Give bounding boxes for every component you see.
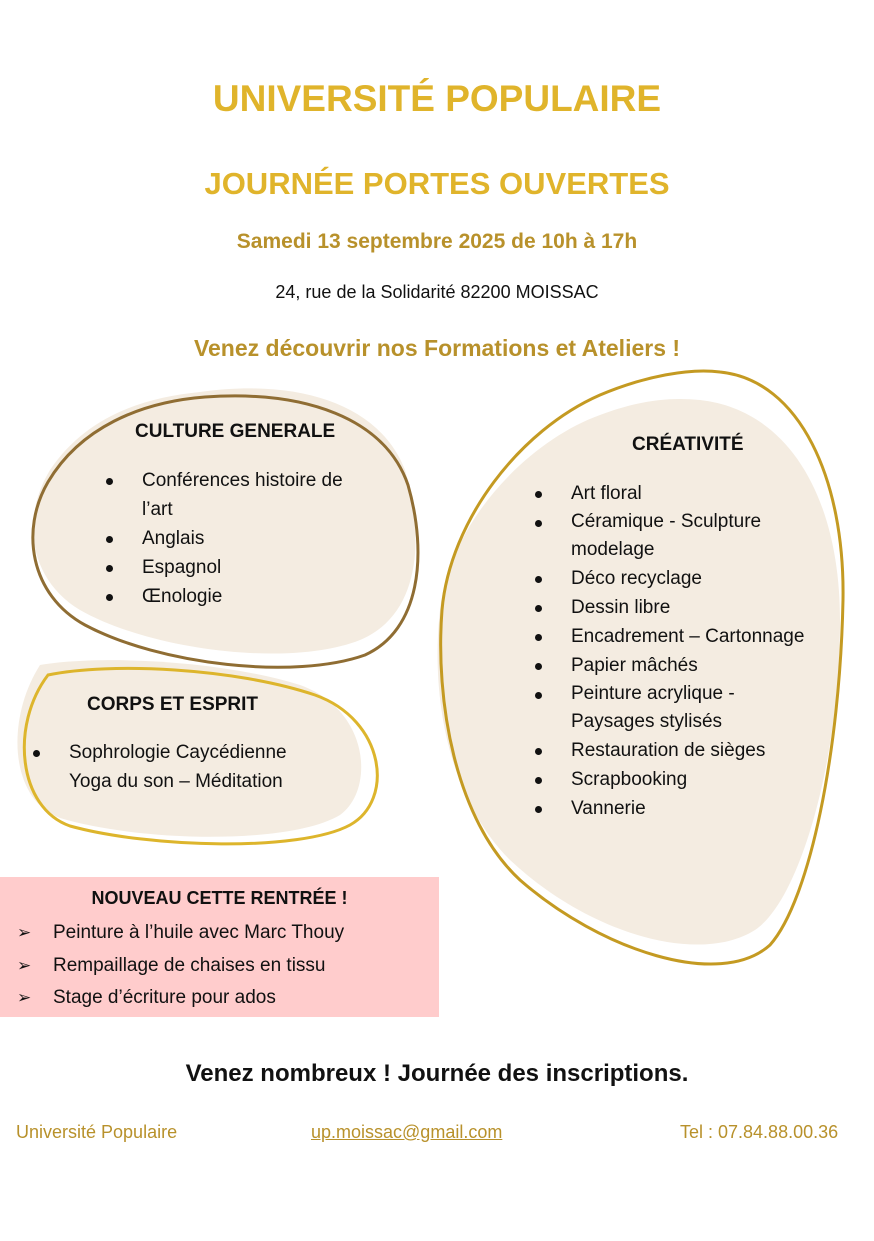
list-item: Peinture acrylique - Paysages stylisés bbox=[535, 680, 835, 736]
bullet-icon bbox=[106, 565, 113, 572]
bullet-icon bbox=[535, 692, 542, 699]
creativite-list bbox=[535, 479, 835, 823]
org-title: UNIVERSITÉ POPULAIRE bbox=[212, 78, 662, 119]
bullet-icon bbox=[535, 777, 542, 784]
bullet-icon bbox=[106, 594, 113, 601]
list-item: ➢ Stage d’écriture pour ados bbox=[17, 982, 344, 1015]
list-item: Céramique - Sculpture modelage bbox=[535, 508, 835, 564]
bullet-icon bbox=[535, 491, 542, 498]
closing-line: Venez nombreux ! Journée des inscriptions. bbox=[185, 1060, 689, 1087]
arrow-bullet-icon: ➢ bbox=[17, 988, 32, 1007]
list-item: Espagnol bbox=[106, 553, 396, 582]
nouveau-list bbox=[17, 917, 344, 1015]
corps-list bbox=[33, 738, 353, 796]
arrow-bullet-icon: ➢ bbox=[17, 923, 32, 942]
corps-title: CORPS ET ESPRIT bbox=[87, 694, 259, 715]
footer-org: Université Populaire bbox=[16, 1122, 178, 1142]
list-item: Art floral bbox=[535, 479, 835, 508]
arrow-bullet-icon: ➢ bbox=[17, 955, 32, 975]
list-item: ➢ Rempaillage de chaises en tissu bbox=[17, 950, 344, 983]
bullet-icon bbox=[535, 806, 542, 813]
bullet-icon bbox=[535, 520, 542, 527]
event-date: Samedi 13 septembre 2025 de 10h à 17h bbox=[236, 230, 638, 253]
list-item: Encadrement – Cartonnage bbox=[535, 622, 835, 651]
creativite-title: CRÉATIVITÉ bbox=[632, 434, 744, 455]
culture-title: CULTURE GENERALE bbox=[135, 421, 336, 442]
bullet-icon bbox=[535, 634, 542, 641]
list-item: Conférences histoire de l’art bbox=[106, 466, 396, 524]
list-item: Scrapbooking bbox=[535, 765, 835, 794]
list-item: Restauration de sièges bbox=[535, 736, 835, 765]
footer-email-link[interactable]: up.moissac@gmail.com bbox=[311, 1122, 503, 1142]
event-address: 24, rue de la Solidarité 82200 MOISSAC bbox=[275, 282, 599, 302]
list-item: Papier mâchés bbox=[535, 651, 835, 680]
nouveau-title: NOUVEAU CETTE RENTRÉE ! bbox=[91, 888, 348, 908]
nouveau-panel bbox=[0, 877, 439, 1017]
list-item: Déco recyclage bbox=[535, 564, 835, 593]
bullet-icon bbox=[33, 750, 40, 757]
bullet-icon bbox=[106, 536, 113, 543]
culture-list bbox=[106, 466, 396, 611]
bullet-icon bbox=[535, 576, 542, 583]
footer-phone: Tel : 07.84.88.00.36 bbox=[680, 1122, 839, 1142]
bullet-icon bbox=[535, 663, 542, 670]
list-item: Sophrologie Caycédienne Yoga du son – Méditation bbox=[33, 738, 353, 796]
list-item: Anglais bbox=[106, 524, 396, 553]
list-item: Œnologie bbox=[106, 582, 396, 611]
event-title: JOURNÉE PORTES OUVERTES bbox=[204, 166, 670, 201]
bullet-icon bbox=[106, 478, 113, 485]
list-item: Dessin libre bbox=[535, 593, 835, 622]
list-item: ➢ Peinture à l’huile avec Marc Thouy bbox=[17, 917, 344, 950]
bullet-icon bbox=[535, 748, 542, 755]
invite-line: Venez découvrir nos Formations et Ateliers ! bbox=[193, 335, 681, 361]
list-item: Vannerie bbox=[535, 794, 835, 823]
bullet-icon bbox=[535, 605, 542, 612]
